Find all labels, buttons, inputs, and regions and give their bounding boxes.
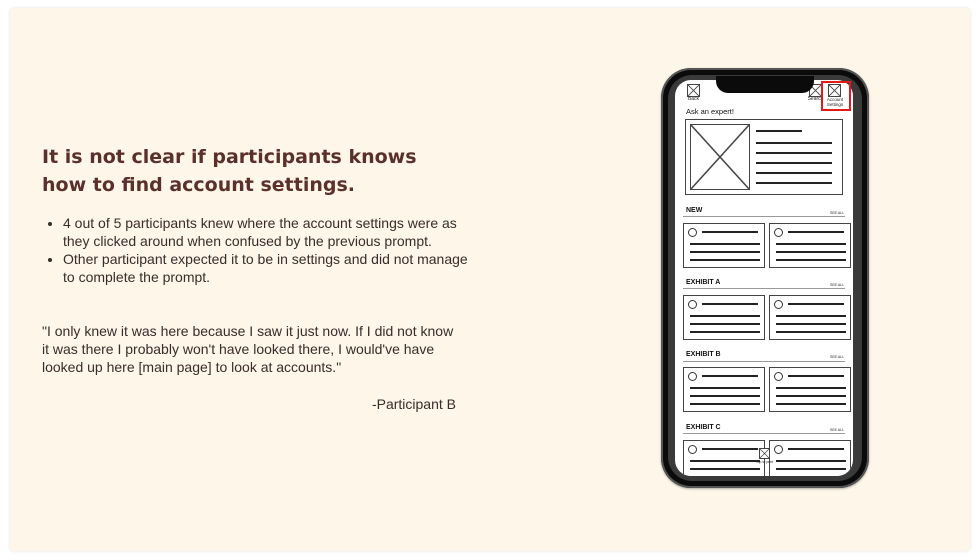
section-label: EXHIBIT C	[686, 424, 721, 431]
content-card[interactable]	[683, 223, 765, 268]
print-label: Tap to print	[755, 460, 774, 464]
quote-attribution: -Participant B	[371, 396, 456, 412]
account-settings-highlight	[821, 81, 851, 111]
section-label: NEW	[686, 207, 703, 214]
content-card[interactable]	[769, 295, 851, 340]
back-label: Back	[687, 96, 700, 102]
finding-item: • Other participant expected it to be in settings and did not manage to complete the prompt.	[63, 250, 473, 286]
see-all-link[interactable]: SEE ALL	[830, 211, 845, 215]
see-all-link[interactable]: SEE ALL	[830, 428, 845, 432]
see-all-link[interactable]: SEE ALL	[830, 355, 845, 359]
phone-screen	[675, 80, 853, 476]
search-label: Search	[807, 96, 824, 102]
finding-item: • 4 out of 5 participants knew where the account settings were as they clicked around when confused by the previous prompt.	[63, 214, 473, 250]
ask-expert-label: Ask an expert!	[686, 107, 734, 116]
content-card[interactable]	[683, 367, 765, 412]
page-title: It is not clear if participants knows how to find account settings.	[42, 146, 417, 196]
content-card[interactable]	[683, 295, 765, 340]
see-all-link[interactable]: SEE ALL	[830, 283, 845, 287]
participant-quote: "I only knew it was here because I saw it just now. If I did not know it was there I probably won't have looked there, I would've have looked up here [main page] to look at accounts."	[42, 323, 454, 375]
content-card[interactable]	[683, 440, 765, 476]
findings-list	[48, 214, 473, 286]
phone-notch	[716, 76, 814, 93]
expert-card[interactable]	[685, 119, 843, 195]
content-card[interactable]	[769, 440, 851, 476]
print-icon[interactable]	[759, 448, 770, 459]
section-label: EXHIBIT A	[686, 279, 721, 286]
account-settings-label: Account Settings	[826, 97, 844, 107]
image-placeholder-icon	[690, 124, 750, 190]
content-card[interactable]	[769, 223, 851, 268]
content-card[interactable]	[769, 367, 851, 412]
section-label: EXHIBIT B	[686, 351, 721, 358]
